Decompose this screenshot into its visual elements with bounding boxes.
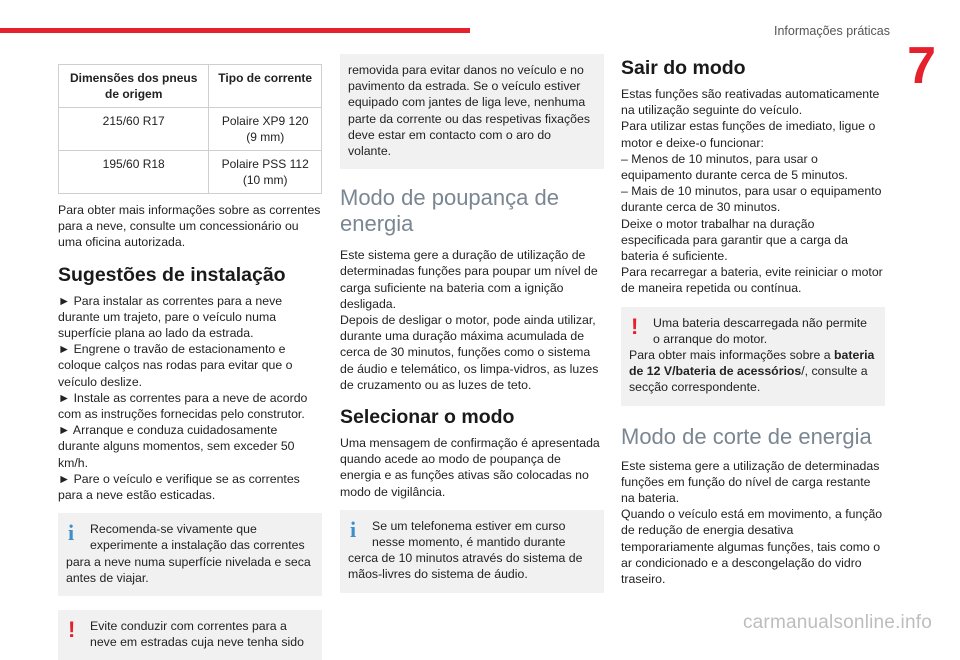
warning-icon: ! xyxy=(631,313,639,339)
paragraph: – Mais de 10 minutos, para usar o equipamento durante cerca de 30 minutos. xyxy=(621,184,882,215)
column-2 xyxy=(340,54,604,593)
info-note xyxy=(58,513,322,596)
header-accent-bar xyxy=(0,28,470,33)
table-cell: 195/60 R18 xyxy=(59,151,209,194)
paragraph: Uma mensagem de confirmação é apresentada quando acede ao modo de poupança de energia e as funções ativas são colocadas no modo de vigilância. xyxy=(340,436,600,499)
column-1 xyxy=(58,54,322,660)
section-heading: Selecionar o modo xyxy=(340,406,515,429)
paragraph: Este sistema gere a utilização de determinadas funções em função do nível de carga restante na bateria. xyxy=(621,458,880,506)
step-item: ► Instale as correntes para a neve de acordo com as instruções fornecidas pelo construtor. xyxy=(58,390,308,422)
note-text: Evite conduzir com correntes para a neve em estradas cuja neve tenha sido xyxy=(90,619,304,650)
exit-mode-text xyxy=(621,86,885,297)
paragraph: Quando o veículo está em movimento, a função de redução de energia desativa temporariamente algumas funções, tais como o ar condicionado e a descongelação do vidro traseiro. xyxy=(621,507,883,587)
section-title: Informações práticas xyxy=(773,24,890,38)
section-heading: Sugestões de instalação xyxy=(58,263,286,286)
section-heading: Sair do modo xyxy=(621,57,746,79)
paragraph: Depois de desligar o motor, pode ainda utilizar, durante uma duração máxima acumulada de cerca de 30 minutos, funções como o sistema de áudio e telemático, os limpa-vidros, as luzes de cruzamento ou as luzes de teto. xyxy=(340,313,599,392)
table-header-row xyxy=(59,65,322,108)
section-heading: Modo de poupança de energia xyxy=(340,185,559,237)
watermark: carmanualsonline.info xyxy=(742,612,932,633)
table-header-cell: Tipo de corrente xyxy=(209,65,322,108)
warning-note xyxy=(58,610,322,660)
paragraph: Para recarregar a bateria, evite reiniciar o motor de maneira repetida ou contínua. xyxy=(621,265,883,296)
paragraph: Estas funções são reativadas automaticamente na utilização seguinte do veículo. xyxy=(621,87,880,118)
step-item: ► Pare o veículo e verifique se as correntes para a neve estão esticadas. xyxy=(58,471,300,503)
paragraph: – Menos de 10 minutos, para usar o equipamento durante cerca de 5 minutos. xyxy=(621,151,848,183)
chapter-number: 7 xyxy=(907,37,936,95)
power-cut-text xyxy=(621,458,885,588)
paragraph: Deixe o motor trabalhar na duração especificada para garantir que a carga da bateria é suficiente. xyxy=(621,216,848,264)
info-note xyxy=(340,510,604,593)
paragraph: Para utilizar estas funções de imediato, ligue o motor e deixe-o funcionar: xyxy=(621,119,876,150)
step-item: ► Engrene o travão de estacionamento e coloque calços nas rodas para evitar que o veículo deslize. xyxy=(58,342,293,389)
warning-icon: ! xyxy=(68,617,76,643)
note-text: Se um telefonema estiver em curso nesse momento, é mantido durante xyxy=(372,518,566,550)
note-text-pre: Para obter mais informações sobre a xyxy=(629,348,835,363)
note-text: Recomenda-se vivamente que experimente a instalação das correntes xyxy=(90,522,305,553)
note-text: para a neve numa superfície nivelada e seca antes de viajar. xyxy=(66,554,311,585)
table-row xyxy=(59,108,322,151)
info-icon: i xyxy=(350,516,357,542)
note-text-post: /, consulte a secção correspondente. xyxy=(629,364,868,395)
snow-chain-table xyxy=(58,64,322,194)
warning-note xyxy=(621,307,885,406)
table-cell: Polaire XP9 120 (9 mm) xyxy=(209,108,322,151)
info-icon: i xyxy=(68,520,75,546)
column-3 xyxy=(621,54,885,587)
note-text: removida para evitar danos no veículo e no pavimento da estrada. Se o veículo estiver equipado com jantes de liga leve, nenhuma parte da corrente ou das respetivas fixações deve estar em contacto com o aro do volante. xyxy=(348,63,590,159)
step-item: ► Arranque e conduza cuidadosamente durante alguns momentos, sem exceder 50 km/h. xyxy=(58,423,295,470)
note-text xyxy=(629,347,877,396)
table-cell: Polaire PSS 112 (10 mm) xyxy=(209,151,322,194)
table-header-cell: Dimensões dos pneus de origem xyxy=(59,65,209,108)
installation-steps xyxy=(58,293,322,504)
warning-note-continued xyxy=(340,54,604,169)
table-cell: 215/60 R17 xyxy=(59,108,209,151)
table-row xyxy=(59,151,322,194)
paragraph: Para obter mais informações sobre as correntes para a neve, consulte um concessionário ou uma oficina autorizada. xyxy=(58,203,321,250)
note-text: Uma bateria descarregada não permite o arranque do motor. xyxy=(653,315,867,346)
paragraph: Este sistema gere a duração de utilização de determinadas funções para poupar um nível de carga suficiente na bateria com a ignição desligada. xyxy=(340,248,598,311)
step-item: ► Para instalar as correntes para a neve durante um trajeto, pare o veículo numa superfície plana ao lado da estrada. xyxy=(58,293,283,341)
note-text: cerca de 10 minutos através do sistema de mãos-livres do sistema de áudio. xyxy=(348,551,583,582)
cross-reference: bateria de 12 V/bateria de acessórios xyxy=(629,348,875,379)
section-heading: Modo de corte de energia xyxy=(621,423,872,449)
